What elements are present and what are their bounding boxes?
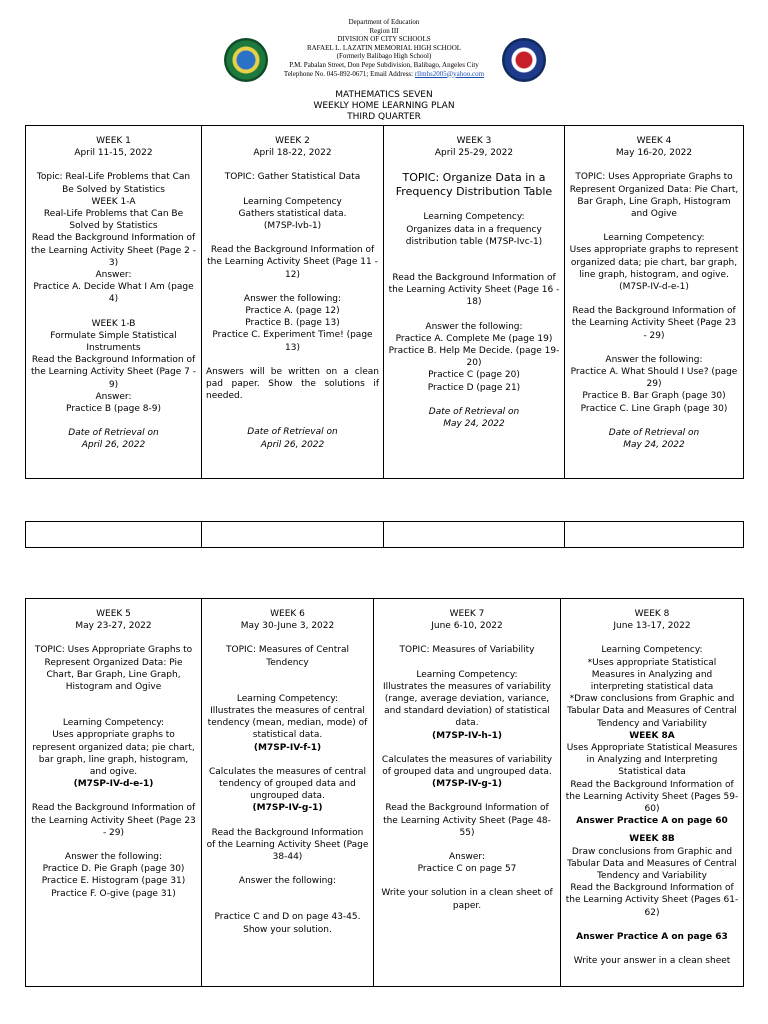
topic-prefix: TOPIC: (402, 171, 443, 185)
answer-label: Answer the following: (425, 321, 523, 332)
reading-instruction: Read the Background Information of the Learning Activity Sheet (Pages 61-62) (565, 883, 739, 918)
week-dates: May 16-20, 2022 (615, 148, 693, 159)
letterhead-line: (Formerly Balibago High School) (336, 52, 432, 61)
competency-text: Uses appropriate graphs to represent organized data; pie chart, bar graph, line graph, histogram, and ogive. (569, 245, 739, 280)
practice-item: Practice C. Experiment Time! (page 13) (212, 330, 373, 353)
topic: TOPIC: Measures of Central Tendency (226, 645, 349, 668)
subweek-heading: WEEK 8B (629, 834, 675, 845)
week-heading: WEEK 4 (636, 136, 672, 146)
reading-instruction: Read the Background Information of the Learning Activity Sheet (Page 7 - 9) (31, 355, 196, 390)
practice-item: Answer Practice A on page 60 (576, 816, 728, 827)
retrieval-date: April 26, 2022 (260, 439, 325, 450)
retrieval-label: Date of Retrieval on (428, 406, 520, 417)
practice-item: Practice B. Bar Graph (page 30) (582, 391, 726, 402)
letterhead-line: Region III (369, 26, 399, 35)
subweek-heading: WEEK 8A (629, 730, 675, 741)
quarter-title: THIRD QUARTER (347, 112, 421, 122)
topic: TOPIC: Uses Appropriate Graphs to Represent Organized Data: Pie Chart, Bar Graph, Line Graph, Histogram and Ogive (569, 172, 739, 220)
competency-text: Organizes data in a frequency distribution table (M7SP-Ivc-1) (405, 224, 543, 247)
practice-item: Practice F. O-give (page 31) (51, 888, 176, 899)
subweek-title: Real-Life Problems that Can Be Solved by Statistics (43, 209, 184, 232)
week-7-cell (374, 599, 561, 987)
week-heading: WEEK 6 (270, 609, 305, 619)
competency-text: Calculates the measures of central tendency of grouped data and ungrouped data. (209, 766, 366, 802)
answer-label: Answer: (95, 270, 132, 281)
week-6-cell (202, 599, 374, 987)
week-dates: April 25-29, 2022 (434, 148, 514, 159)
week-dates: June 13-17, 2022 (613, 621, 691, 632)
competency-code: (M7SP-IV-h-1) (432, 730, 502, 741)
subject-title: MATHEMATICS SEVEN (335, 90, 433, 100)
competency-text: Illustrates the measures of variability (range, average deviation, variance, and standard deviation) of statistical data. (382, 681, 551, 729)
week-8-cell (561, 599, 744, 987)
week-5-cell (26, 599, 202, 987)
retrieval-date: April 26, 2022 (81, 440, 146, 451)
competency-code: (M7SP-IV-g-1) (252, 803, 323, 814)
competency-code: (M7SP-IV-g-1) (432, 779, 502, 790)
retrieval-date: May 24, 2022 (443, 419, 505, 430)
week-dates: May 30-June 3, 2022 (240, 621, 335, 632)
reading-instruction: Read the Background Information of the Learning Activity Sheet (Page 48-55) (383, 803, 551, 838)
competency-label: Learning Competency: (236, 693, 339, 704)
email-link[interactable]: rllmhs2005@yahoo.com (414, 69, 485, 78)
letterhead (0, 18, 768, 78)
practice-item: Practice D. Pie Graph (page 30) (42, 864, 185, 875)
competency-label: Learning Competency (243, 196, 342, 207)
competency-text: *Uses appropriate Statistical Measures in Analyzing and interpreting statistical data (587, 657, 717, 693)
week-1-cell (26, 126, 202, 479)
answer-label: Answer: (95, 391, 132, 402)
reading-instruction: Read the Background Information of the Learning Activity Sheet (Page 11 - 12) (207, 245, 378, 280)
week-dates: May 23-27, 2022 (75, 621, 152, 632)
practice-item: Answer Practice A on page 63 (576, 931, 728, 942)
table-row (26, 522, 744, 548)
practice-item: Practice E. Histogram (page 31) (41, 876, 186, 887)
contact-prefix: Telephone No. 045-892-0671; Email Address: (283, 69, 415, 78)
practice-item: Practice B (page 8-9) (66, 404, 161, 415)
week-heading: WEEK 5 (96, 609, 131, 619)
answer-label: Answer the following: (64, 852, 163, 863)
practice-item: Practice B. (page 13) (245, 318, 340, 329)
week-dates: June 6-10, 2022 (431, 621, 503, 632)
subweek-heading: WEEK 1-B (91, 318, 136, 329)
week-2-cell (202, 126, 384, 479)
empty-row-table (25, 521, 744, 548)
practice-item: Practice A. Decide What I Am (page 4) (33, 282, 194, 305)
competency-code: (M7SP-Ivb-1) (263, 221, 322, 232)
practice-item: Practice C. Line Graph (page 30) (580, 403, 728, 414)
note: Write your solution in a clean sheet of paper. (381, 888, 553, 911)
answer-label: Answer the following: (243, 293, 342, 304)
week-heading: WEEK 1 (96, 136, 131, 146)
reading-instruction: Read the Background Information of the Learning Activity Sheet (Page 23 - 29) (571, 306, 737, 341)
practice-item: Practice A. What Should I Use? (page 29) (570, 367, 738, 390)
practice-item: Practice C on page 57 (417, 864, 517, 875)
week-heading: WEEK 7 (449, 609, 485, 619)
reading-instruction: Read the Background Information of the Learning Activity Sheet (Page 38-44) (206, 827, 369, 863)
empty-cell (565, 522, 744, 548)
subweek-heading: WEEK 1-A (91, 196, 136, 207)
week-4-cell (565, 126, 744, 479)
reading-instruction: Read the Background Information of the Learning Activity Sheet (Page 2 - 3) (31, 233, 196, 268)
competency-label: Learning Competency: (601, 645, 703, 656)
retrieval-date: May 24, 2022 (623, 440, 685, 451)
competency-label: Learning Competency: (62, 718, 165, 729)
week-3-cell (384, 126, 565, 479)
competency-text: Calculates the measures of variability of grouped data and ungrouped data. (381, 754, 553, 778)
practice-item: Practice A. Complete Me (page 19) (395, 333, 553, 344)
topic: Topic: Real-Life Problems that Can Be Solved by Statistics (36, 172, 191, 195)
topic: TOPIC: Gather Statistical Data (224, 172, 361, 183)
practice-item: Practice C (page 20) (428, 370, 520, 381)
reading-instruction: Read the Background Information of the Learning Activity Sheet (Page 16 - 18) (388, 273, 560, 308)
competency-text: Uses appropriate graphs to represent organized data; pie chart, bar graph, line graph, histogram, and ogive. (32, 730, 195, 778)
competency-text: Gathers statistical data. (238, 208, 347, 219)
topic: TOPIC: Measures of Variability (399, 645, 535, 656)
letterhead-line: Department of Education (348, 18, 420, 26)
retrieval-label: Date of Retrieval on (608, 427, 700, 438)
reading-instruction: Read the Background Information of the Learning Activity Sheet (Pages 59-60) (565, 779, 739, 815)
letterhead-line: P.M. Pabalan Street, Don Pepe Subdivision, Balibago, Angeles City (289, 60, 479, 69)
week-heading: WEEK 8 (634, 609, 670, 619)
retrieval-label: Date of Retrieval on (68, 428, 159, 439)
competency-code: (M7SP-IV-d-e-1) (619, 282, 689, 293)
answer-label: Answer the following: (238, 876, 337, 887)
table-row (26, 126, 744, 479)
week-dates: April 11-15, 2022 (74, 148, 153, 159)
empty-cell (202, 522, 384, 548)
letterhead-contact (0, 70, 768, 79)
empty-cell (384, 522, 565, 548)
competency-label: Learning Competency: (603, 233, 705, 244)
topic (388, 171, 560, 199)
weeks-5-8-table (25, 598, 744, 987)
practice-item: Practice D (page 21) (427, 382, 521, 393)
note: Answers will be written on a clean pad paper. Show the solutions if needed. (206, 366, 379, 402)
competency-label: Learning Competency: (423, 212, 525, 223)
note: Write your answer in a clean sheet (573, 956, 731, 967)
empty-cell (26, 522, 202, 548)
plan-name: WEEKLY HOME LEARNING PLAN (313, 101, 455, 111)
letterhead-line: DIVISION OF CITY SCHOOLS (337, 35, 431, 44)
answer-label: Answer the following: (605, 354, 703, 365)
week-dates: April 18-22, 2022 (253, 148, 332, 159)
subweek-title: Draw conclusions from Graphic and Tabular Data and Measures of Central Tendency and Variability (567, 846, 737, 882)
competency-text: *Draw conclusions from Graphic and Tabular Data and Measures of Central Tendency and Variability (567, 694, 737, 729)
week-heading: WEEK 2 (275, 136, 310, 146)
weeks-1-4-table (25, 125, 744, 479)
competency-code: (M7SP-IV-f-1) (253, 742, 322, 753)
subweek-title: Uses Appropriate Statistical Measures in Analyzing and Interpreting Statistical data (566, 743, 738, 778)
competency-text: Illustrates the measures of central tendency (mean, median, mode) of statistical data. (207, 706, 368, 741)
answer-label: Answer: (448, 852, 486, 863)
letterhead-line: RAFAEL L. LAZATIN MEMORIAL HIGH SCHOOL (306, 43, 462, 52)
competency-code: (M7SP-IV-d-e-1) (73, 779, 154, 790)
topic: TOPIC: Uses Appropriate Graphs to Represent Organized Data: Pie Chart, Bar Graph, Line Graph, Histogram and Ogive (34, 645, 193, 693)
practice-item: Practice A. (page 12) (245, 306, 340, 317)
retrieval-label: Date of Retrieval on (247, 427, 338, 438)
subweek-title: Formulate Simple Statistical Instruments (50, 330, 177, 354)
reading-instruction: Read the Background Information of the Learning Activity Sheet (Page 23 - 29) (31, 803, 196, 838)
practice-item: Practice B. Help Me Decide. (page 19-20) (388, 346, 560, 369)
practice-item: Practice C and D on page 43-45. Show your solution. (214, 912, 361, 935)
plan-title (0, 90, 768, 123)
week-heading: WEEK 3 (456, 136, 492, 146)
table-row (26, 599, 744, 987)
topic-text: Organize Data in a Frequency Distribution Table (395, 171, 553, 199)
competency-label: Learning Competency: (416, 669, 518, 680)
